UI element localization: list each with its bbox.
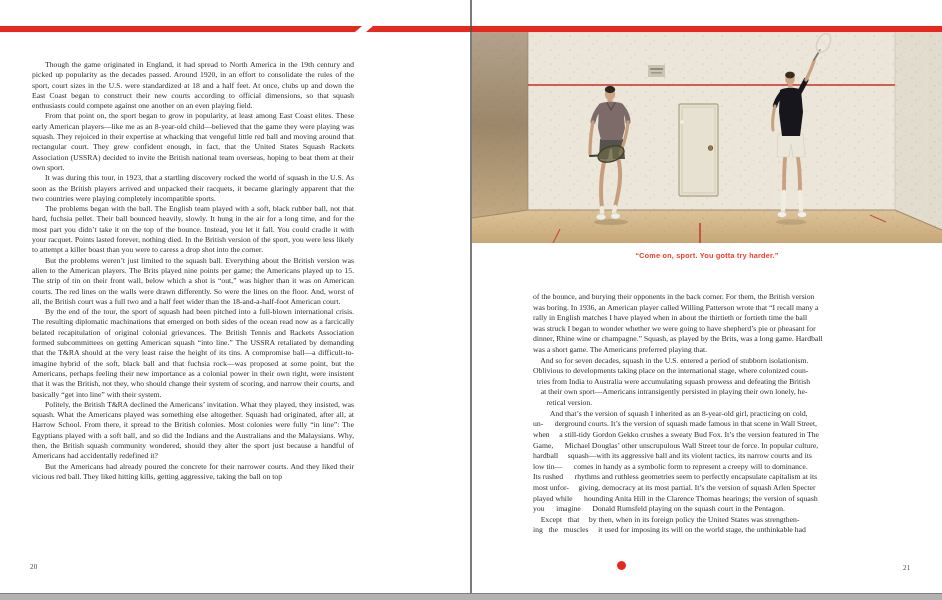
text-line: Except that by then, when in its foreign policy the United States was strengthen-: [533, 514, 800, 524]
text-line: most unfor- giving, democracy at its most partial. It’s the version of squash Arlen Specter: [533, 482, 816, 492]
door-handle: [708, 146, 713, 151]
text-line: low tin— comes in handy as a symbolic form to represent a creepy will to dominance.: [533, 461, 808, 471]
paragraph: The problems began with the ball. The English team played with a soft, black rubber ball, not that hard, fuchsia pellet. Their ball bounced heavily, slowly. It hung in the air for a long time, and for the most part you didn’t take it on the top of the bounce. Instead, you let it fall. You could cradle it with your racquet. Points lasted forever, nothing died. In the British version of the sport, you were less likely to attempt a killer boast than you were to caress a drop shot into the corner.: [32, 204, 354, 255]
paragraph: But the Americans had already poured the concrete for their narrower courts. And they liked their vicious red ball. They liked hitting kills, getting aggressive, taking the ball on top: [32, 461, 354, 481]
squash-ball: [680, 120, 684, 124]
text-line: of the bounce, and burying their opponents in the back corner. For them, the British version: [533, 292, 815, 301]
player-right-hair: [785, 72, 795, 79]
text-line: you imagine Donald Rumsfeld playing on the squash court in the Pentagon.: [533, 504, 785, 514]
text-line: Its rushed rhythms and ruthless geometries seem to perfectly encapsulate capitalism at its: [533, 472, 818, 482]
page-number-right: 21: [903, 564, 911, 572]
paragraph: It was during this tour, in 1923, that a startling discovery rocked the world of squash in the U.S. As soon as the British players arrived and unpacked their racquets, it became glaringly apparent that the two countries were playing completely incompatible sports.: [32, 173, 354, 203]
paragraph: Politely, the British T&RA declined the Americans’ invitation. What they played, they insisted, was squash. What the Americans played was something else altogether. Squash had originated, after all, at Harrow School. From there, it spread to the British colonies. Most colonies were fully “in line”: The Egyptians played with a soft ball, and so did the Indians and the Australians and the Malaysians. Why, then, the British squash community wondered, should they alter the sport just because a handful of Americans had accidentally redefined it?: [32, 399, 354, 461]
text-line: at their own sport—Americans intransigently persisted in playing their own lonely, he-: [533, 387, 808, 397]
photo-caption: “Come on, sport. You gotta try harder.”: [635, 251, 779, 260]
text-line: And that’s the version of squash I inherited as an 8-year-old girl, practicing on cold,: [533, 408, 808, 418]
text-line: hardball squash—with its aggressive ball and its violent tactics, its narrow courts and its: [533, 451, 812, 461]
text-line: retical version.: [533, 398, 593, 408]
paragraph: From that point on, the sport began to grow in popularity, at least among East Coast elites. These early American players—like me as an 8-year-old child—believed that the game they were playing was squash. They rejoiced in their expertise at whacking that vengeful little red ball and moving around that rectangular court. They grew confident enough, in fact, that the United States Squash Rackets Association (USSRA) decided to invite the British national team overseas, hoping to beat them at their own sport.: [32, 111, 354, 172]
wall-sign: [648, 65, 665, 77]
paragraph: By the end of the tour, the sport of squash had been pitched into a full-blown international crisis. The resulting diplomatic machinations that emerged on both sides of the ocean read now as a farcically belated recapitulation of original colonial grievances. The British Tennis and Rackets Association formed subcommittees on getting American squash “into line.” The USSRA retaliated by demanding that the T&RA should at the very least raise the height of its tins. A compromise ball—a difficult-to-imagine hybrid of the soft, black ball and that fuchsia rock—was proposed at some point, but the Americans, perhaps feeling their new importance as a colonial power in their own right, were insistent that it was the British, not they, who should change their system of scoring, and narrow their courts, and basically “get into line” with their system.: [32, 307, 354, 399]
page-number-left: 20: [30, 563, 38, 571]
text-line: rally in English matches I have played when in about the thirtieth or fortieth time the ball: [533, 313, 808, 323]
horizontal-scrollbar[interactable]: [0, 593, 942, 600]
text-line: ing the muscles it used for imposing its will on the world stage, the unthinkable had: [533, 525, 806, 535]
left-page-text: [32, 60, 354, 554]
text-line: played while hounding Anita Hill in the Clarence Thomas hearings; the version of squash: [533, 493, 818, 503]
paragraph: Though the game originated in England, it had spread to North America in the 19th century and picked up popularity as the decades passed. Around 1920, in an effort to consolidate the rules of the sport, court sizes in the U.S. were standardized at 18 and a half feet. At once, clubs up and down the East Coast began to construct their new courts according to official dimensions, so that squash enthusiasts could compete against one another on an even playing field.: [32, 60, 354, 111]
right-page-text: [533, 292, 865, 542]
text-line: Oblivious to developments taking place on the international stage, where colonized coun-: [533, 366, 809, 376]
court-door: [679, 104, 718, 196]
text-line: was boring. In 1936, an American player called Willing Patterson wrote that “I recall many a: [533, 302, 819, 312]
text-line: un- derground courts. It’s the version of squash made famous in that scene in Wall Street,: [533, 419, 817, 429]
text-line: when a still-tidy Gordon Gekko crushes a sweaty Bud Fox. It’s the version featured in The: [533, 429, 819, 439]
text-line: tries from India to Australia were accumulating squash prowess and defeating the British: [533, 376, 811, 386]
text-line: Game, Michael Douglas’ other unscrupulous Wall Street tour de force. In popular culture,: [533, 440, 819, 450]
player-left-hair: [605, 86, 615, 93]
text-line: And so for seven decades, squash in the U.S. entered a period of stubborn isolationism.: [533, 355, 809, 365]
paragraph: But the problems weren’t just limited to the squash ball. Everything about the British version was alien to the American players. The Brits played nine points per game; the Americans played up to 15. The strip of tin on their front wall, below which a shot is “out,” was higher than it was on American courts. The red lines on the walls were drawn differently. So were the lines on the floor. And, worst of all, the British court was a full two and a half feet wider than the 18-and-a-half-foot American court.: [32, 255, 354, 306]
text-line: was struck I began to wonder whether we were going to have shepherd’s pie or pheasant for: [533, 323, 816, 333]
red-accent-bar-left: [0, 26, 362, 32]
squash-court-photo: [472, 32, 942, 243]
text-line: dinner, Rhine wine or champagne.” Squash, as played by the Brits, was a long game. Hardball: [533, 334, 823, 344]
knee-sock: [800, 192, 801, 210]
section-divider-dot: [617, 561, 626, 570]
text-line: was a short game. The Americans preferred playing that.: [533, 345, 708, 355]
knee-sock: [783, 192, 784, 210]
